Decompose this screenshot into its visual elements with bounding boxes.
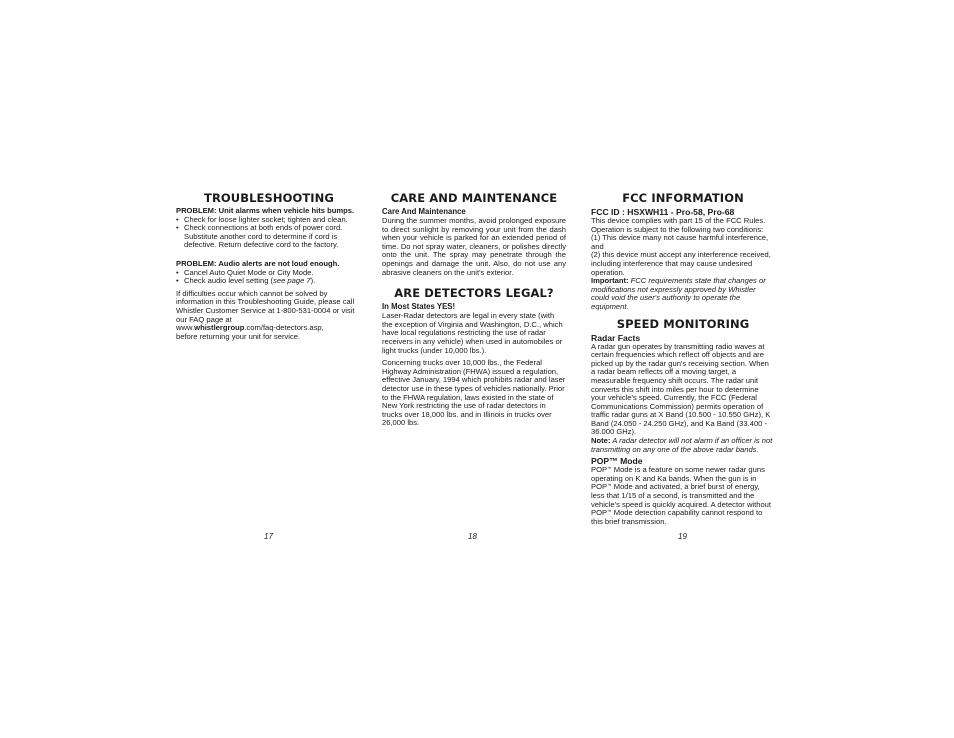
important-text: FCC requirements state that changes or modifications not expressly approved by Whistler could void the user's authority to operate the equipment. bbox=[591, 276, 766, 311]
pop-word: POP bbox=[591, 465, 608, 475]
radar-text: A radar gun operates by transmitting radio waves at certain frequencies which reflect off objects and are picked up by the radar gun's receiving section. When a radar beam reflects off a moving target, a measurable frequency shift occurs. The radar unit converts this shift into miles per hour to determine your vehicle's speed. Currently, the FCC (Federal Communications Commission) permits operation of traffic radar guns at X Band (10.500 - 10.550 GHz), K Band (24.050 - 24.250 GHz), and Ka Band (33.400 - 36.000 GHz). bbox=[591, 341, 771, 437]
legal-text-2: Concerning trucks over 10,000 lbs., the Federal Highway Administration (FHWA) issued a regulation, effective January, 1994 which prohibits radar and laser detector use in these types of vehicles nationally. Prior to the FHWA regulation, laws existed in the state of New York restricting the use of radar detectors in trucks over 18,000 lbs. and in Illinois in trucks over 26,000 lbs. bbox=[382, 358, 566, 428]
fcc-text-2: (1) This device many not cause harmful interference, and bbox=[591, 233, 769, 251]
care-heading: CARE AND MAINTENANCE bbox=[390, 191, 558, 205]
list-item: • Check connections at both ends of power cord. Substitute another cord to determine if cord is defective. Return defective cord to the factory. bbox=[176, 224, 362, 250]
fcc-id: FCC ID : HSXWH11 - Pro-58, Pro-68 bbox=[591, 207, 735, 217]
list-item: • Cancel Auto Quiet Mode or City Mode. bbox=[176, 269, 362, 278]
list-item: • Check for loose lighter socket; tighten and clean. bbox=[176, 216, 362, 225]
url-suffix: .com/faq-detectors.asp, bbox=[244, 323, 324, 333]
audio-solutions-list bbox=[176, 269, 362, 286]
legal-text-1: Laser-Radar detectors are legal in every state (with the exception of Virginia and Washington, D.C., which have local regulations restricting the use of radar receivers in any vehicle) when used in automobiles or light trucks (under 10,000 lbs.). bbox=[382, 311, 563, 355]
fcc-column bbox=[591, 192, 775, 526]
important-notice bbox=[591, 277, 775, 311]
radar-facts-subheading: Radar Facts bbox=[591, 332, 641, 343]
list-item-text: Check audio level setting ( bbox=[184, 276, 274, 286]
tm-mark: ™ bbox=[607, 483, 612, 489]
tm-mark: ™ bbox=[607, 466, 612, 472]
pop-word: POP bbox=[591, 482, 608, 492]
bumps-solutions-list bbox=[176, 216, 362, 250]
page-number-18: 18 bbox=[468, 532, 477, 541]
help-text: If difficulties occur which cannot be solved by information in this Troubleshooting Guide, please call Whistler Customer Service at 1-800-531-0004 or visit our FAQ page at bbox=[176, 288, 355, 324]
troubleshooting-column bbox=[176, 192, 362, 341]
tm-mark: ™ bbox=[607, 509, 612, 515]
pop-text-2: Mode and activated, a brief burst of energy, less that 1/15 of a second, is transmitted and the vehicle's speed is quickly acquired. A detector without bbox=[591, 482, 772, 509]
list-item bbox=[176, 277, 362, 286]
legal-heading: ARE DETECTORS LEGAL? bbox=[394, 286, 554, 301]
legal-subheading: In Most States YES! bbox=[382, 302, 456, 312]
page-reference: see page 7 bbox=[273, 276, 311, 286]
care-column bbox=[382, 192, 566, 428]
url-domain: whistlergroup bbox=[194, 323, 245, 333]
pop-word: POP bbox=[591, 508, 608, 518]
page-number-19: 19 bbox=[678, 532, 687, 541]
pop-text bbox=[591, 466, 775, 526]
pop-text-3: Mode detection capability cannot respond to this brief transmission. bbox=[591, 508, 763, 526]
page-number-17: 17 bbox=[264, 532, 273, 541]
note-text: A radar detector will not alarm if an officer is not transmitting on any one of the above radar bands. bbox=[591, 436, 773, 454]
care-text: During the summer months, avoid prolonged exposure to direct sunlight by removing your unit from the dash when your vehicle is parked for an extended period of time. Do not spray water, cleaners, or polishes directly onto the unit. The spray may penetrate through the openings and damage the unit. Also, do not use any abrasive cleaners on the unit's exterior. bbox=[382, 216, 566, 277]
troubleshooting-heading: TROUBLESHOOTING bbox=[204, 191, 334, 205]
url-prefix: www. bbox=[176, 323, 195, 333]
list-item-text: ). bbox=[310, 276, 316, 286]
fcc-heading: FCC INFORMATION bbox=[622, 191, 744, 205]
pop-mode-subheading: POP™ Mode bbox=[591, 456, 643, 467]
fcc-text-1: This device complies with part 15 of the FCC Rules. Operation is subject to the following two conditions: bbox=[591, 216, 766, 234]
fcc-text-3: (2) this device must accept any interference received, including interference that may cause undesired operation. bbox=[591, 250, 771, 277]
important-label: Important: bbox=[591, 276, 629, 286]
care-subheading: Care And Maintenance bbox=[382, 207, 466, 216]
problem-bumps: PROBLEM: Unit alarms when vehicle hits bumps. bbox=[176, 206, 355, 215]
speed-heading: SPEED MONITORING bbox=[616, 316, 750, 331]
help-text-end: before returning your unit for service. bbox=[176, 331, 301, 341]
pop-text-1: Mode is a feature on some newer radar guns operating on K and Ka bands. When the gun is in bbox=[591, 465, 765, 483]
radar-note bbox=[591, 437, 775, 454]
note-label: Note: bbox=[591, 436, 611, 446]
problem-audio: PROBLEM: Audio alerts are not loud enough. bbox=[176, 258, 340, 268]
